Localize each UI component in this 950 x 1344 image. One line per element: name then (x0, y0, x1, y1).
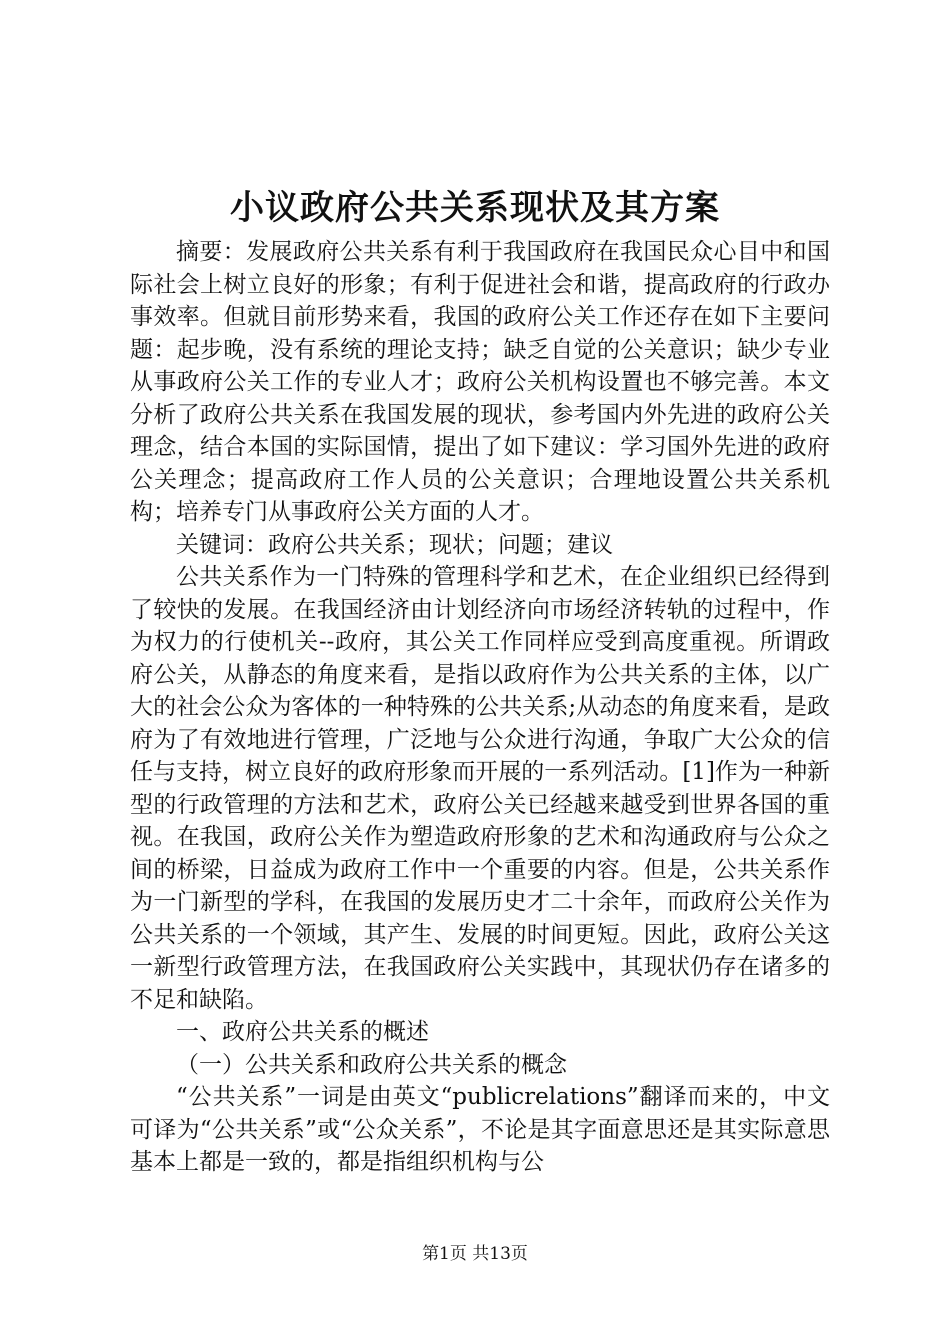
document-body (130, 236, 830, 1179)
keywords-paragraph: 关键词：政府公共关系；现状；问题；建议 (176, 531, 613, 558)
intro-paragraph: 公共关系作为一门特殊的管理科学和艺术，在企业组织已经得到了较快的发展。在我国经济由计划经济向市场经济转轨的过程中，作为权力的行使机关--政府，其公关工作同样应受到高度重视。所谓政府公关，从静态的角度来看，是指以政府作为公共关系的主体，以广大的社会公众为客体的一种特殊的公共关系;从动态的角度来看，是政府为了有效地进行管理，广泛地与公众进行沟通，争取广大公众的信任与支持，树立良好的政府形象而开展的一系列活动。[1]作为一种新型的行政管理的方法和艺术，政府公关已经越来越受到世界各国的重视。在我国，政府公关作为塑造政府形象的艺术和沟通政府与公众之间的桥梁，日益成为政府工作中一个重要的内容。但是，公共关系作为一门新型的学科，在我国的发展历史才二十余年，而政府公关作为公共关系的一个领域，其产生、发展的时间更短。因此，政府公关这一新型行政管理方法，在我国政府公关实践中，其现状仍存在诸多的不足和缺陷。 (130, 564, 830, 1013)
definition-paragraph: “公共关系”一词是由英文“publicrelations”翻译而来的，中文可译为“公共关系”或“公众关系”，不论是其字面意思还是其实际意思基本上都是一致的，都是指组织机构与公 (130, 1084, 830, 1175)
document-title: 小议政府公共关系现状及其方案 (230, 188, 720, 228)
section-heading: 一、政府公共关系的概述 (176, 1019, 429, 1045)
page-number-footer: 第1页 共13页 (422, 1244, 528, 1264)
abstract-paragraph: 摘要：发展政府公共关系有利于我国政府在我国民众心目中和国际社会上树立良好的形象；有利于促进社会和谐，提高政府的行政办事效率。但就目前形势来看，我国的政府公关工作还存在如下主要问题：起步晚，没有系统的理论支持；缺乏自觉的公关意识；缺少专业从事政府公关工作的专业人才；政府公关机构设置也不够完善。本文分析了政府公共关系在我国发展的现状，参考国内外先进的政府公关理念，结合本国的实际国情，提出了如下建议：学习国外先进的政府公关理念；提高政府工作人员的公关意识；合理地设置公共关系机构；培养专门从事政府公关方面的人才。 (130, 239, 830, 525)
subsection-heading: （一）公共关系和政府公共关系的概念 (176, 1051, 567, 1078)
